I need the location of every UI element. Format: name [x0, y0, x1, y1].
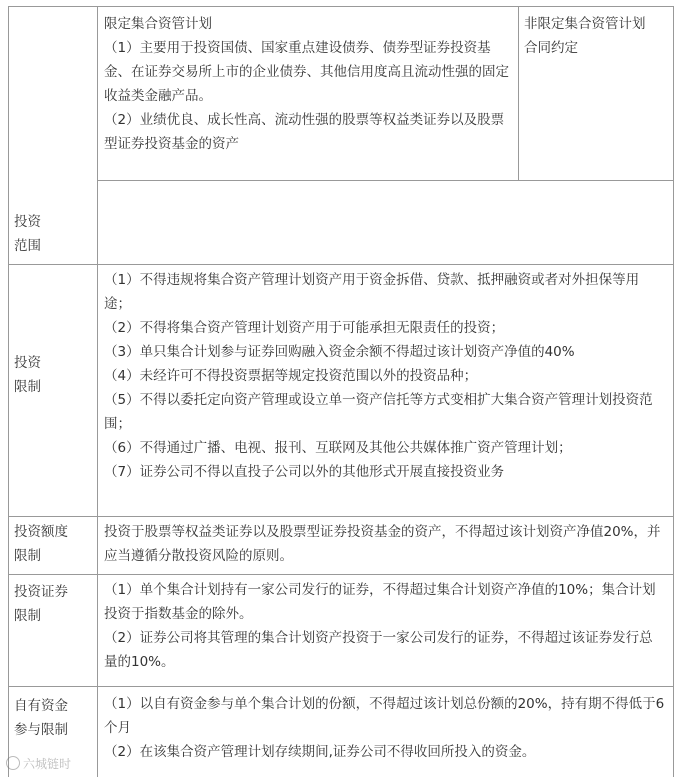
watermark — [6, 752, 71, 774]
row-divider — [97, 180, 674, 181]
own-funds-item: （2）在该集合资产管理计划存续期间,证券公司不得收回所投入的资金。 — [104, 744, 536, 760]
security-limit-item: （2）证券公司将其管理的集合计划资产投资于一家公司发行的证券，不得超过该证券发行总量的10%。 — [104, 630, 653, 670]
column-divider — [97, 6, 98, 777]
amount-limit-body: 投资于股票等权益类证券以及股票型证券投资基金的资产，不得超过该计划资产净值20%，并应当遵循分散投资风险的原则。 — [104, 524, 661, 564]
column-divider — [673, 6, 674, 777]
row-divider — [8, 264, 674, 265]
restriction-item: （3）单只集合计划参与证券回购融入资金余额不得超过该计划资产净值的40% — [104, 344, 575, 360]
nonlimited-plan-title: 非限定集合资管计划 — [524, 16, 646, 32]
column-divider — [518, 6, 519, 180]
row-divider — [8, 6, 674, 7]
limited-plan-title: 限定集合资管计划 — [104, 16, 212, 32]
row-divider — [8, 516, 674, 517]
restriction-item: （7）证券公司不得以直投子公司以外的其他形式开展直接投资业务 — [104, 464, 505, 480]
own-funds-cell — [104, 692, 666, 764]
security-limit-cell — [104, 578, 666, 674]
security-limit-item: （1）单个集合计划持有一家公司发行的证券，不得超过集合计划资产净值的10%；集合计划投资于指数基金的除外。 — [104, 582, 656, 622]
restriction-item: （2）不得将集合资产管理计划资产用于可能承担无限责任的投资； — [104, 320, 505, 336]
restrictions-label: 投资 限制 — [14, 355, 41, 395]
restriction-item: （6）不得通过广播、电视、报刊、互联网及其他公共媒体推广资产管理计划； — [104, 440, 572, 456]
own-funds-item: （1）以自有资金参与单个集合计划的份额，不得超过该计划总份额的20%，持有期不得低于6个月 — [104, 696, 665, 736]
amount-limit-label: 投资额度 限制 — [14, 524, 68, 564]
own-funds-label: 自有资金 参与限制 — [14, 698, 68, 738]
restriction-item: （5）不得以委托定向资产管理或设立单一资产信托等方式变相扩大集合资产管理计划投资范围； — [104, 392, 653, 432]
limited-plan-item: （1）主要用于投资国债、国家重点建设债券、债券型证券投资基金、在证券交易所上市的企业债券、其他信用度高且流动性强的固定收益类金融产品。 — [104, 40, 509, 104]
nonlimited-plan-body: 合同约定 — [524, 40, 578, 56]
watermark-text: 六城链时 — [23, 756, 72, 771]
restrictions-cell — [104, 268, 666, 484]
column-divider — [8, 6, 9, 777]
restriction-item: （1）不得违规将集合资产管理计划资产用于资金拆借、贷款、抵押融资或者对外担保等用途； — [104, 272, 640, 312]
watermark-logo-icon — [6, 756, 20, 770]
nonlimited-plan-cell — [524, 12, 664, 60]
row-divider — [8, 574, 674, 575]
restriction-item: （4）未经许可不得投资票据等规定投资范围以外的投资品种； — [104, 368, 478, 384]
limited-plan-cell — [104, 12, 512, 156]
row-divider — [8, 686, 674, 687]
security-limit-label: 投资证券 限制 — [14, 584, 68, 624]
limited-plan-item: （2）业绩优良、成长性高、流动性强的股票等权益类证券以及股票型证券投资基金的资产 — [104, 112, 505, 152]
amount-limit-cell — [104, 520, 666, 568]
scope-label: 投资 范围 — [14, 214, 41, 254]
